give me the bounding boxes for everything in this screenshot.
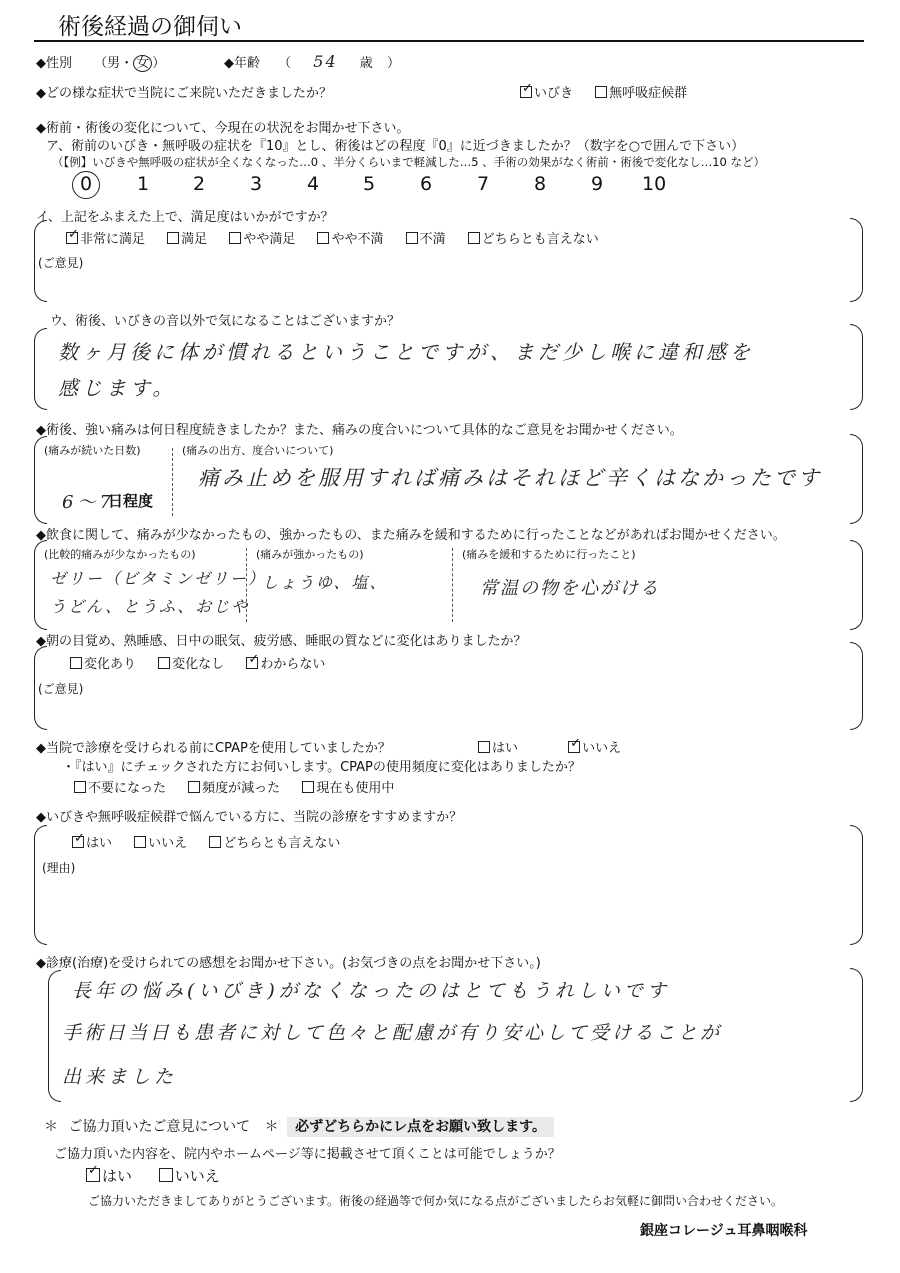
- page-title: 術後経過の御伺い: [58, 14, 242, 40]
- scale-5[interactable]: 5: [363, 173, 376, 195]
- q2-i-text: イ、上記をふまえた上で、満足度はいかがですか？: [36, 210, 334, 225]
- scale-3[interactable]: 3: [250, 173, 263, 195]
- bracket-right: [850, 540, 863, 630]
- divider: [452, 548, 453, 622]
- bracket-right: [850, 968, 863, 1102]
- q4-text: ◆飲食に関して、痛みが少なかったもの、強かったもの、また痛みを緩和するために行ったことなどがあればお聞かせください。: [36, 528, 786, 543]
- checkbox-very-satisfied[interactable]: [66, 232, 78, 244]
- checkbox-somewhat-satisfied[interactable]: [229, 232, 241, 244]
- checkbox-ibiki[interactable]: [520, 86, 532, 98]
- impression-line2: 手術日当日も患者に対して色々と配慮が有り安心して受けることが: [62, 1022, 723, 1044]
- satisfaction-options: ✓非常に満足 満足 やや満足 やや不満 不満 どちらとも言えない: [66, 228, 617, 247]
- checkbox-publish-no[interactable]: [159, 1168, 173, 1182]
- checkbox-cpap-yes[interactable]: [478, 741, 490, 753]
- scale-7[interactable]: 7: [477, 173, 490, 195]
- checkbox-neither[interactable]: [468, 232, 480, 244]
- opinion-label: (ご意見): [38, 256, 84, 270]
- q6-sub-options: 不要になった 頻度が減った 現在も使用中: [74, 777, 412, 796]
- q2-header: ◆術前・術後の変化について、今現在の状況をお聞かせ下さい。: [36, 121, 410, 136]
- detail-label: (痛みの出方、度合いについて): [182, 444, 334, 457]
- q2-scale: [80, 173, 700, 199]
- q6-options: はい ✓ いいえ: [478, 737, 639, 756]
- q6-text: ◆当院で診療を受けられる前にCPAPを使用していましたか？: [36, 741, 391, 756]
- q3-text: ◆術後、強い痛みは何日程度続きましたか？また、痛みの度合いについて具体的なご意見をお聞かせください。: [36, 423, 683, 438]
- checkbox-apnea[interactable]: [595, 86, 607, 98]
- checkbox-somewhat-dissatisfied[interactable]: [317, 232, 329, 244]
- col2-value: しょうゆ、塩、: [262, 573, 388, 592]
- footer-options: ✓はい いいえ: [86, 1165, 238, 1186]
- q8-text: ◆診療(治療)を受けられての感想をお聞かせ下さい。(お気づきの点をお聞かせ下さい。): [36, 956, 541, 971]
- q7-options: ✓はい いいえ どちらとも言えない: [72, 832, 358, 851]
- title-underline: [34, 40, 864, 42]
- opinion-label: (ご意見): [38, 682, 84, 696]
- days-value: 6～7: [62, 492, 115, 513]
- checkbox-recommend-neither[interactable]: [209, 836, 221, 848]
- checkbox-cpap-no[interactable]: [568, 741, 580, 753]
- q5-options: 変化あり 変化なし ✓ わからない: [70, 653, 343, 672]
- checkbox-recommend-yes[interactable]: [72, 836, 84, 848]
- scale-4[interactable]: 4: [307, 173, 320, 195]
- gender-row: ◆性別 （男・ 女 ）: [36, 56, 166, 71]
- footer-thanks: ご協力いただきましてありがとうございます。術後の経過等で何か気になる点がございましたらお気軽に御問い合わせください。: [88, 1194, 784, 1208]
- footer-banner: 必ずどちらかにレ点をお願い致します。: [287, 1117, 554, 1137]
- q2-a-text: ア、術前のいびき・無呼吸の症状を『10』とし、術後はどの程度『0』に近づきましたか？（数字を○で囲んで下さい）: [46, 139, 745, 154]
- scale-10[interactable]: 10: [642, 173, 667, 195]
- checkbox-unknown[interactable]: [246, 657, 258, 669]
- detail-value: 痛み止めを服用すれば痛みはそれほど辛くはなかったです: [198, 466, 822, 490]
- age-row: ◆年齢 （ 54 歳 ）: [224, 52, 400, 71]
- checkbox-no-longer-needed[interactable]: [74, 781, 86, 793]
- checkbox-recommend-no[interactable]: [134, 836, 146, 848]
- bracket-left: [34, 825, 47, 945]
- divider: [172, 448, 173, 516]
- footer-question: ご協力頂いた内容を、院内やホームページ等に掲載させて頂くことは可能でしょうか？: [54, 1147, 561, 1162]
- q2-u-text: ウ、術後、いびきの音以外で気になることはございますか？: [50, 314, 400, 329]
- bracket-right: [850, 642, 863, 730]
- handwritten-answer: 数ヶ月後に体が慣れるということですが、まだ少し喉に違和感を: [58, 340, 754, 364]
- scale-selected-circle: [72, 171, 100, 199]
- checkbox-dissatisfied[interactable]: [406, 232, 418, 244]
- col3-value: 常温の物を心がける: [480, 578, 660, 599]
- scale-2[interactable]: 2: [193, 173, 206, 195]
- checkbox-changed[interactable]: [70, 657, 82, 669]
- footer-about-row: ＊ ご協力頂いたご意見について ＊ 必ずどちらかにレ点をお願い致します。: [44, 1116, 554, 1136]
- q7-text: ◆いびきや無呼吸症候群で悩んでいる方に、当院の診療をすすめますか？: [36, 810, 463, 825]
- col3-label: (痛みを緩和するために行ったこと): [462, 548, 636, 561]
- col1-label: (比較的痛みが少なかったもの): [44, 548, 196, 561]
- gender-male[interactable]: 男: [107, 56, 121, 71]
- bracket-right: [850, 218, 863, 302]
- q1-options: ✓ いびき 無呼吸症候群: [520, 82, 705, 101]
- scale-1[interactable]: 1: [137, 173, 150, 195]
- reason-label: (理由): [42, 861, 76, 875]
- age-label: ◆年齢: [224, 56, 260, 71]
- gender-label: ◆性別: [36, 56, 72, 71]
- checkbox-still-using[interactable]: [302, 781, 314, 793]
- bracket-left: [48, 970, 61, 1102]
- col2-label: (痛みが強かったもの): [256, 548, 364, 561]
- q6-sub-text: ・『はい』にチェックされた方にお伺いします。CPAPの使用頻度に変化はありましたか？: [62, 760, 581, 775]
- bracket-right: [850, 324, 863, 410]
- bracket-right: [850, 434, 863, 524]
- age-value[interactable]: 54: [313, 52, 338, 71]
- bracket-left: [34, 328, 47, 410]
- scale-8[interactable]: 8: [534, 173, 547, 195]
- gender-female[interactable]: 女: [133, 55, 152, 72]
- clinic-name: 銀座コレージュ耳鼻咽喉科: [640, 1223, 808, 1239]
- days-suffix: 日程度: [108, 492, 154, 510]
- footer-about: ご協力頂いたご意見について: [68, 1119, 251, 1135]
- checkbox-no-change[interactable]: [158, 657, 170, 669]
- scale-9[interactable]: 9: [591, 173, 604, 195]
- handwritten-answer: 感じます。: [58, 376, 177, 400]
- col1-line2: うどん、とうふ、おじや: [50, 597, 250, 616]
- days-label: (痛みが続いた日数): [44, 444, 141, 457]
- bracket-right: [850, 825, 863, 945]
- q5-text: ◆朝の目覚め、熟睡感、日中の眠気、疲労感、睡眠の質などに変化はありましたか？: [36, 634, 527, 649]
- checkbox-satisfied[interactable]: [167, 232, 179, 244]
- scale-0[interactable]: 0: [80, 173, 93, 195]
- checkbox-publish-yes[interactable]: [86, 1168, 100, 1182]
- q1-text: ◆どの様な症状で当院にご来院いただきましたか？: [36, 86, 332, 101]
- col1-line1: ゼリー（ビタミンゼリー）: [50, 569, 267, 588]
- impression-line3: 出来ました: [62, 1066, 178, 1088]
- q2-example: （【例】いびきや無呼吸の症状が全くなくなった…0 、半分くらいまで軽減した…5 、手術の効果がなく術前・術後で変化なし…10 など）: [52, 155, 765, 169]
- checkbox-less-frequent[interactable]: [188, 781, 200, 793]
- impression-line1: 長年の悩み(いびき)がなくなったのはとてもうれしいです: [72, 980, 670, 1002]
- scale-6[interactable]: 6: [420, 173, 433, 195]
